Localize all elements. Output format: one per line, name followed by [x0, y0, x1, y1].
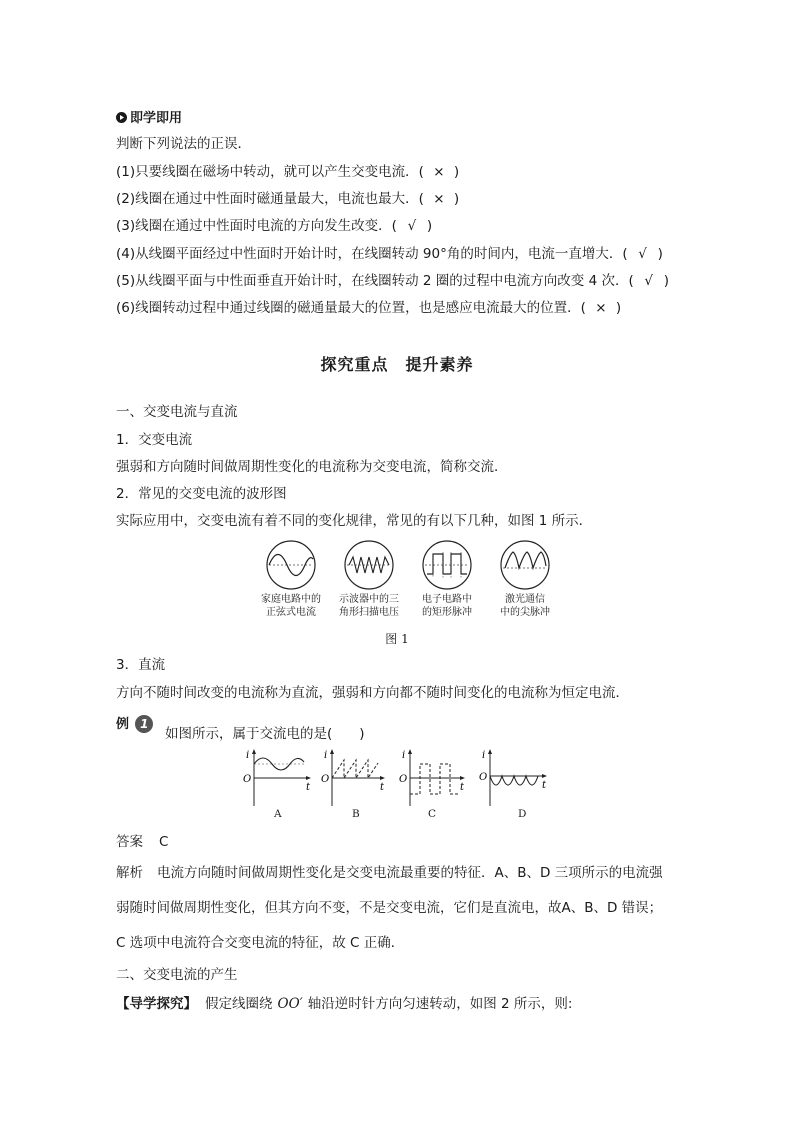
part1-sub1-text: 强弱和方向随时间做周期性变化的电流称为交变电流，简称交流． [116, 459, 508, 475]
analysis-line: C 选项中电流符合交变电流的特征，故 C 正确． [116, 935, 405, 951]
svg-text:i: i [246, 750, 250, 761]
svg-text:t: t [460, 782, 465, 793]
svg-text:t: t [380, 782, 385, 793]
svg-text:i: i [482, 750, 486, 761]
option-label: D [518, 808, 527, 820]
graph-b [321, 749, 385, 806]
triangle-waveform [345, 541, 393, 589]
practice-item: (5)从线圈平面与中性面垂直开始计时，在线圈转动 2 圈的过程中电流方向改变 4 次．( √ ) [116, 273, 670, 289]
practice-item: (6)线圈转动过程中通过线圈的磁通量最大的位置，也是感应电流最大的位置．( × ) [116, 300, 622, 316]
part1-sub3: 3．直流 [116, 657, 166, 673]
svg-text:O: O [399, 774, 408, 785]
part1-sub2-text: 实际应用中，交变电流有着不同的变化规律，常见的有以下几种，如图 1 所示． [116, 513, 593, 529]
part1-heading: 一、交变电流与直流 [116, 404, 238, 420]
number-one-icon: 1 [135, 715, 153, 733]
play-circle-icon [116, 112, 127, 123]
practice-header: 即学即用 [116, 107, 182, 126]
practice-item: (1)只要线圈在磁场中转动，就可以产生交变电流．( × ) [116, 164, 460, 180]
part1-sub2: 2．常见的交变电流的波形图 [116, 486, 287, 502]
svg-text:i: i [402, 750, 406, 761]
rectangular-waveform [423, 541, 471, 589]
guide-line: 【导学探究】 假定线圈绕 OO′ 轴沿逆时针方向匀速转动，如图 2 所示，则: [116, 996, 573, 1012]
option-label: B [352, 808, 360, 820]
svg-text:i: i [324, 750, 328, 761]
figure-caption: 家庭电路中的 正弦式电流 [261, 594, 321, 618]
svg-text:O: O [243, 774, 252, 785]
analysis-line: 弱随时间做周期性变化，但其方向不变，不是交变电流，它们是直流电，故A、B、D 错误； [116, 900, 663, 916]
figure-caption: 激光通信 中的尖脉冲 [500, 594, 550, 618]
figure-caption: 示波器中的三 角形扫描电压 [339, 594, 399, 618]
analysis-line: 解析 电流方向随时间做周期性变化是交变电流最重要的特征．A、B、D 三项所示的电流强 [116, 865, 663, 881]
spike-waveform [501, 541, 549, 589]
section-title: 探究重点 提升素养 [320, 355, 474, 374]
svg-text:O: O [321, 774, 330, 785]
svg-text:t: t [306, 782, 311, 793]
sine-waveform [267, 541, 315, 589]
svg-text:t: t [542, 780, 547, 791]
option-label: A [274, 808, 282, 820]
option-label: C [428, 808, 437, 820]
figure-1-label: 图 1 [385, 632, 409, 646]
part1-sub1: 1．交变电流 [116, 432, 193, 448]
graph-d [479, 749, 547, 806]
figure-1-waveforms [255, 538, 555, 594]
svg-text:O: O [479, 772, 488, 783]
example-graphs [238, 748, 558, 810]
graph-c [399, 749, 465, 806]
practice-item: (2)线圈在通过中性面时磁通量最大，电流也最大．( × ) [116, 191, 460, 207]
part1-sub3-text: 方向不随时间改变的电流称为直流，强弱和方向都不随时间变化的电流称为恒定电流． [116, 685, 629, 701]
example-badge: 例 1 [116, 713, 153, 733]
part2-heading: 二、交变电流的产生 [116, 967, 238, 983]
answer-line: 答案 C [116, 834, 169, 850]
graph-a [243, 749, 311, 806]
practice-item: (4)从线圈平面经过中性面时开始计时，在线圈转动 90°角的时间内，电流一直增大．( √ ) [116, 246, 663, 262]
example-question: 如图所示，属于交流电的是( ) [165, 726, 365, 742]
practice-item: (3)线圈在通过中性面时电流的方向发生改变．( √ ) [116, 218, 433, 234]
practice-intro: 判断下列说法的正误． [116, 136, 251, 152]
figure-caption: 电子电路中 的矩形脉冲 [422, 594, 472, 618]
